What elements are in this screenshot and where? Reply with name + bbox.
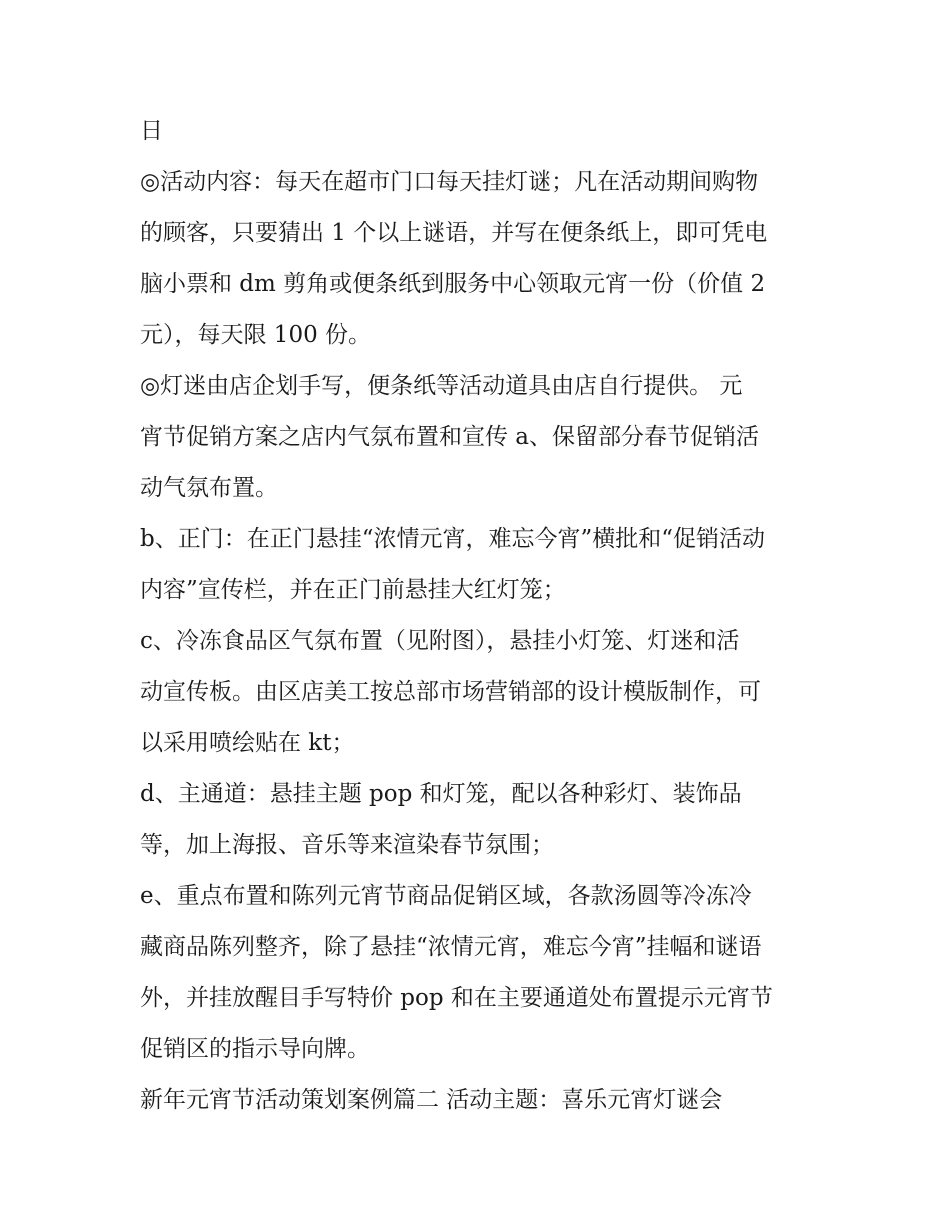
text-line: ◎灯迷由店企划手写，便条纸等活动道具由店自行提供。 元 <box>140 373 743 399</box>
text-line: 动宣传板。由区店美工按总部市场营销部的设计模版制作，可 <box>140 679 761 705</box>
text-line: 宵节促销方案之店内气氛布置和宣传 a、保留部分春节促销活 <box>140 424 760 450</box>
text-line: e、重点布置和陈列元宵节商品促销区域，各款汤圆等冷冻冷 <box>140 883 752 909</box>
text-line: 内容”宣传栏，并在正门前悬挂大红灯笼； <box>140 577 566 603</box>
text-line: ◎活动内容：每天在超市门口每天挂灯谜；凡在活动期间购物 <box>140 169 759 195</box>
text-line: c、冷冻食品区气氛布置（见附图），悬挂小灯笼、灯迷和活 <box>140 628 740 654</box>
text-line: 元），每天限 100 份。 <box>140 322 372 348</box>
text-line: 脑小票和 dm 剪角或便条纸到服务中心领取元宵一份（价值 2 <box>140 271 766 297</box>
text-line: 日 <box>140 118 163 144</box>
text-line: 以采用喷绘贴在 kt； <box>140 730 355 756</box>
text-line: 的顾客，只要猜出 1 个以上谜语，并写在便条纸上，即可凭电 <box>140 220 768 246</box>
text-line: b、正门：在正门悬挂“浓情元宵，难忘今宵”横批和“促销活动 <box>140 526 765 552</box>
text-line: d、主通道：悬挂主题 pop 和灯笼，配以各种彩灯、装饰品 <box>140 781 742 807</box>
text-line: 动气氛布置。 <box>140 475 278 501</box>
document-body <box>140 106 820 1126</box>
text-line: 等，加上海报、音乐等来渲染春节氛围； <box>140 832 554 858</box>
text-line: 藏商品陈列整齐，除了悬挂“浓情元宵，难忘今宵”挂幅和谜语 <box>140 934 762 960</box>
text-line: 促销区的指示导向牌。 <box>140 1036 370 1062</box>
text-line: 新年元宵节活动策划案例篇二 活动主题：喜乐元宵灯谜会 <box>140 1087 723 1113</box>
text-line: 外，并挂放醒目手写特价 pop 和在主要通道处布置提示元宵节 <box>140 985 773 1011</box>
